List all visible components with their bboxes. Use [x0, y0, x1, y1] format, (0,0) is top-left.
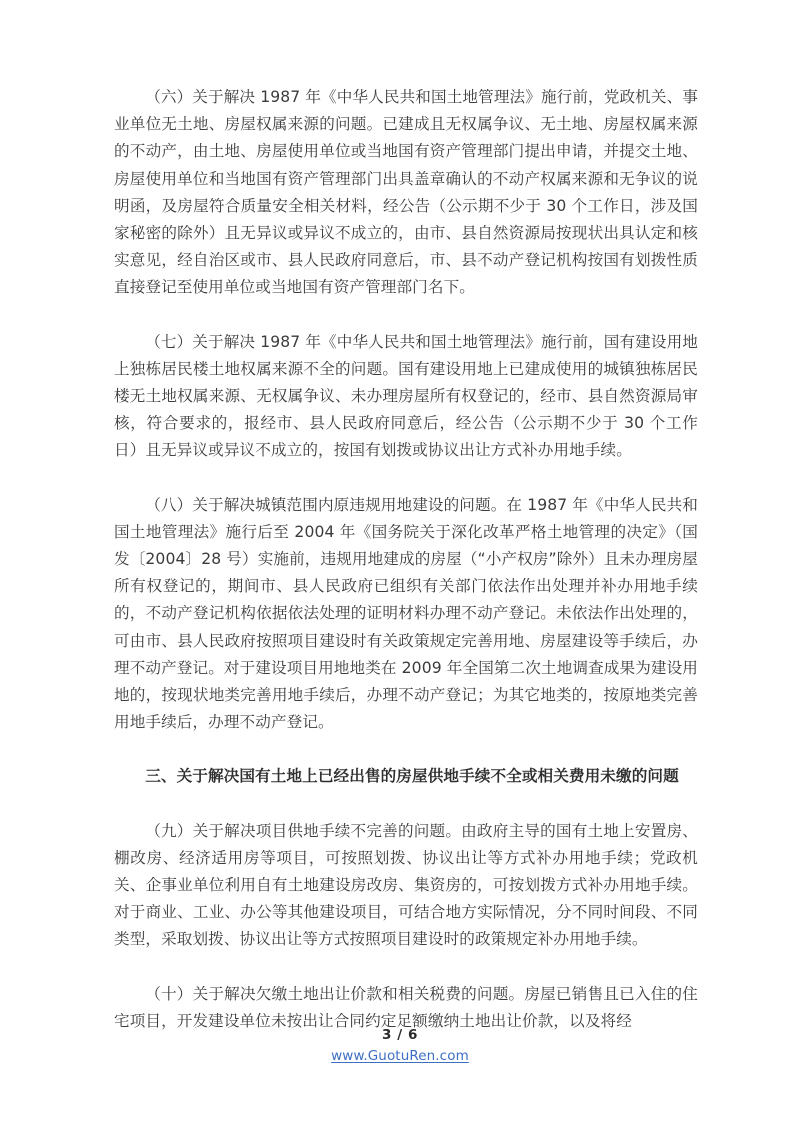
paragraph-item-nine: （九）关于解决项目供地手续不完善的问题。由政府主导的国有土地上安置房、棚改房、经济适用房等项目，可按照划拨、协议出让等方式补办用地手续；党政机关、企事业单位利用自有土地建设房改房、集资房的，可按划拨方式补办用地手续。对于商业、工业、办公等其他建设项目，可结合地方实际情况，分不同时间段、不同类型，采取划拨、协议出让等方式按照项目建设时的政策规定补办用地手续。 — [114, 821, 698, 949]
document-body — [114, 84, 698, 1035]
paragraph-item-six: （六）关于解决 1987 年《中华人民共和国土地管理法》施行前，党政机关、事业单位无土地、房屋权属来源的问题。已建成且无权属争议、无土地、房屋权属来源的不动产，由土地、房屋使用单位或当地国有资产管理部门提出申请，并提交土地、房屋使用单位和当地国有资产管理部门出具盖章确认的不动产权属来源和无争议的说明函，及房屋符合质量安全相关材料，经公告（公示期不少于 30 个工作日，涉及国家秘密的除外）且无异议或异议不成立的，由市、县自然资源局按现状出具认定和核实意见，经自治区或市、县人民政府同意后，市、县不动产登记机构按国有划拨性质直接登记至使用单位或当地国有资产管理部门名下。 — [114, 88, 698, 297]
paragraph-item-ten: （十）关于解决欠缴土地出让价款和相关税费的问题。房屋已销售且已入住的住宅项目，开发建设单位未按出让合同约定足额缴纳土地出让价款，以及将经 — [114, 984, 698, 1030]
paragraph-item-eight: （八）关于解决城镇范围内原违规用地建设的问题。在 1987 年《中华人民共和国土地管理法》施行后至 2004 年《国务院关于深化改革严格土地管理的决定》（国发〔2004〕28 号）实施前，违规用地建成的房屋（“小产权房”除外）且未办理房屋所有权登记的，期间市、县人民政府已组织有关部门依法作出处理并补办用地手续的，不动产登记机构依据依法处理的证明材料办理不动产登记。未依法作出处理的，可由市、县人民政府按照项目建设时有关政策规定完善用地、房屋建设等手续后，办理不动产登记。对于建设项目用地地类在 2009 年全国第二次土地调查成果为建设用地的，按现状地类完善用地手续后，办理不动产登记；为其它地类的，按原地类完善用地手续后，办理不动产登记。 — [114, 495, 698, 732]
page-number: 3 / 6 — [381, 1027, 419, 1043]
paragraph-item-seven: （七）关于解决 1987 年《中华人民共和国土地管理法》施行前，国有建设用地上独栋居民楼土地权属来源不全的问题。国有建设用地上已建成使用的城镇独栋居民楼无土地权属来源、无权属争议、未办理房屋所有权登记的，经市、县自然资源局审核，符合要求的，报经市、县人民政府同意后，经公告（公示期不少于 30 个工作日）且无异议或异议不成立的，按国有划拨或协议出让方式补办用地手续。 — [114, 332, 698, 460]
page-footer — [0, 1026, 800, 1065]
section-heading-three: 三、关于解决国有土地上已经出售的房屋供地手续不全或相关费用未缴的问题 — [145, 767, 679, 786]
site-url-link[interactable]: www.GuotuRen.com — [331, 1048, 469, 1064]
